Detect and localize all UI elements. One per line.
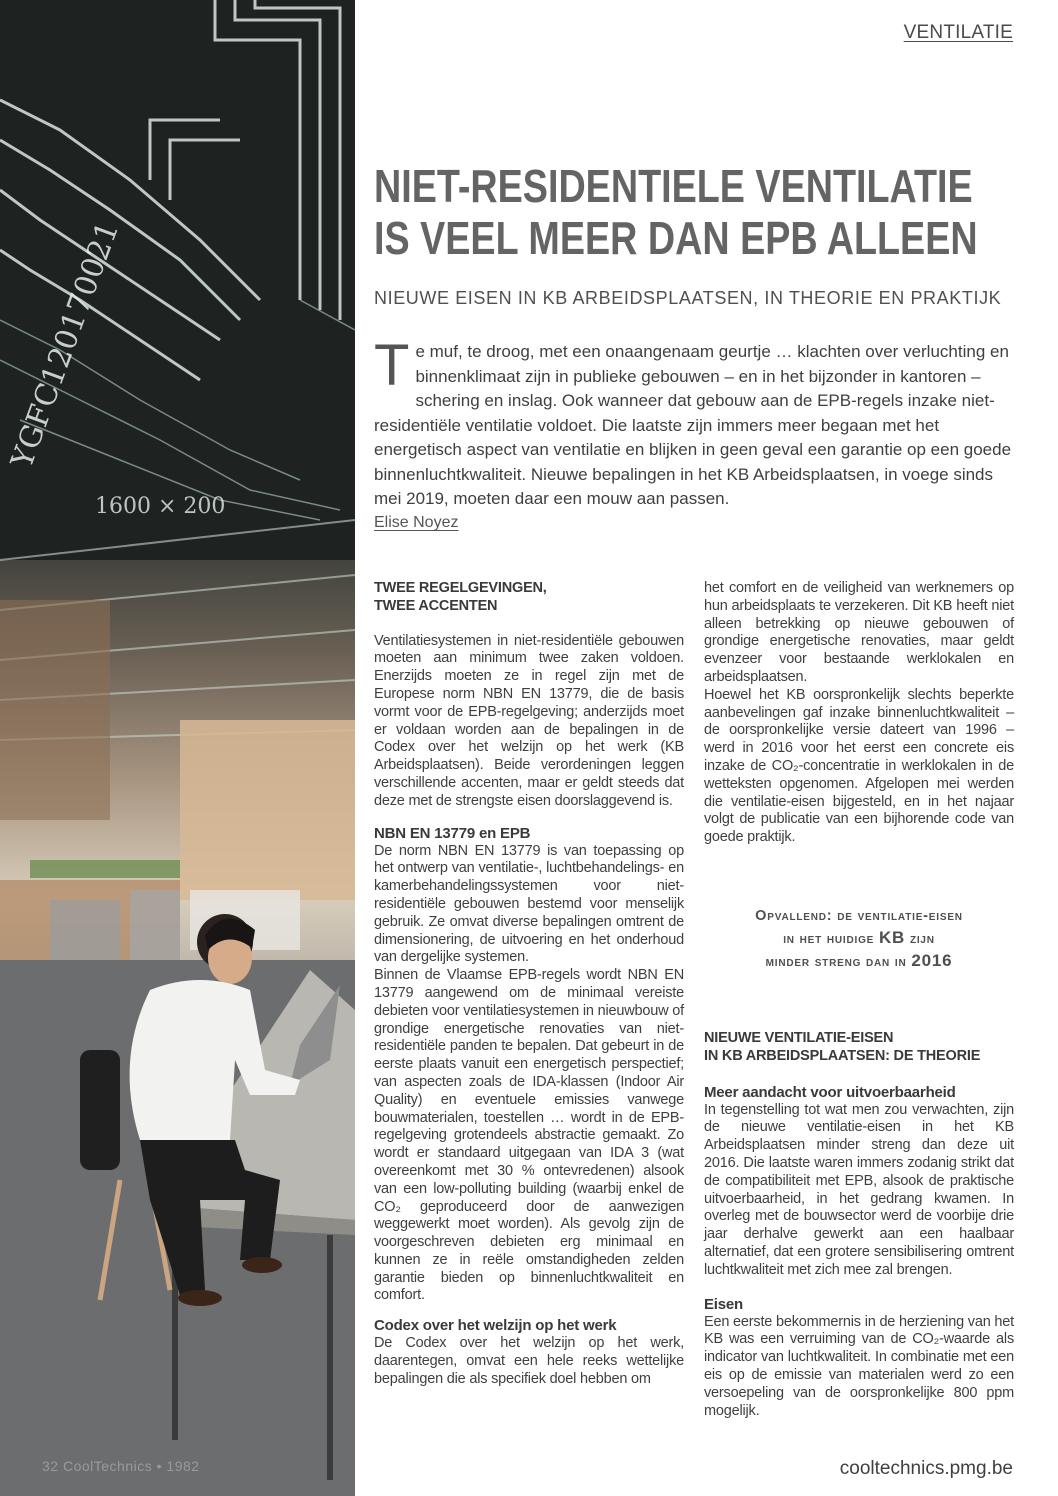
paragraph: het comfort en de veiligheid van werknemers op hun arbeidsplaats te verzekeren. Dit KB heeft niet alleen betrekking op nieuwe gebouwen of grondige energetische renovaties, maar geldt evenzeer voor bestaande werklokalen en arbeidsplaatsen. xyxy=(704,580,1014,685)
pull-quote-line-1: Opvallend: de ventilatie-eisen xyxy=(755,908,963,924)
subheading: Codex over het welzijn op het werk xyxy=(374,1317,617,1335)
pull-quote xyxy=(704,906,1014,973)
ceiling-dims-text: 1600 × 200 xyxy=(95,494,226,519)
paragraph: De Codex over het welzijn op het werk, daarentegen, omvat een hele reeks wettelijke bepalingen die als specifiek doel hebben om xyxy=(374,1335,684,1387)
section-heading-line-2: IN KB ARBEIDSPLAATSEN: DE THEORIE xyxy=(704,1047,981,1064)
paragraph: Binnen de Vlaamse EPB-regels wordt NBN EN 13779 aangewend om de minimaal vereiste debieten voor ventilatiesystemen in nieuwbouw of grondige energetische renovaties van niet-residentiële panden te bepalen. Dat gebeurt in de eerste plaats vanuit een energetisch perspectief; van aspecten zoals de IDA-klassen (Indoor Air Quality) en eventuele emissies vanwege bouwmaterialen, toestellen … wordt in de EPB-regelgeving grotendeels abstractie gemaakt. Zo wordt er standaard uitgegaan van IDA 3 (wat overeenkomt met 30 % ontevredenen) alsook van een low-polluting building (waarbij enkel de CO₂ geproduceerd door de aanwezigen weggewerkt moet worden). Als gevolg zijn de voorgeschreven debieten erg minimaal en kunnen ze in reële omstandigheden zelden garantie bieden op binnenluchtkwaliteit en comfort. xyxy=(374,967,684,1304)
pull-quote-text: zijn xyxy=(905,931,935,947)
paragraph: Een eerste bekommernis in de herziening van het KB was een verruiming van de CO₂-waarde als indicator van luchtkwaliteit. In combinatie met een eis op de emissie van materialen werd zo een versoepeling van de oorspronkelijke 800 ppm mogelijk. xyxy=(704,1313,1014,1419)
body-column-2-lower xyxy=(704,1030,1014,1420)
body-column-2 xyxy=(704,580,1014,847)
article-subtitle: NIEUWE EISEN IN KB ARBEIDSPLAATSEN, IN THEORIE EN PRAKTIJK xyxy=(374,288,1002,308)
subheading: Eisen xyxy=(704,1295,744,1313)
page-number-caption: 32 CoolTechnics • 1982 xyxy=(42,1458,200,1474)
paragraph: In tegenstelling tot wat men zou verwachten, zijn de nieuwe ventilatie-eisen in het KB Arbeidsplaatsen minder streng dan deze uit 2016. Die laatste waren immers zodanig strikt dat de compatibiliteit met EPB, alsook de praktische uitvoerbaarheid, in het gedrang kwamen. In overleg met de bouwsector werd de voorbije drie jaar derhalve gewerkt aan een haalbaar alternatief, dat een grotere sensibilisering omtrent luchtkwaliteit met zich mee zal brengen. xyxy=(704,1101,1014,1278)
section-heading-line-1: TWEE REGELGEVINGEN, xyxy=(374,580,547,596)
ceiling-code-text: YGFC120170021 xyxy=(4,217,127,473)
pull-quote-year: 2016 xyxy=(911,951,953,970)
title-line-1: NIET-RESIDENTIELE VENTILATIE xyxy=(374,160,973,212)
subheading: Meer aandacht voor uitvoerbaarheid xyxy=(704,1083,956,1101)
author-byline[interactable]: Elise Noyez xyxy=(374,514,459,531)
pull-quote-line-3 xyxy=(704,950,1014,973)
pull-quote-line-2 xyxy=(704,927,1014,950)
article-photo xyxy=(0,0,355,1496)
website-link[interactable]: cooltechnics.pmg.be xyxy=(839,1458,1013,1479)
section-heading xyxy=(704,1030,1014,1066)
subheading: NBN EN 13779 en EPB xyxy=(374,824,531,842)
section-heading xyxy=(374,580,684,616)
title-line-2: IS VEEL MEER DAN EPB ALLEEN xyxy=(374,212,978,264)
section-tag[interactable]: VENTILATIE xyxy=(903,22,1013,43)
intro-dropcap: T xyxy=(374,333,410,398)
paragraph: Ventilatiesystemen in niet-residentiële gebouwen moeten aan minimum twee zaken voldoen. Enerzijds moeten ze in regel zijn met de Europese norm NBN EN 13779, die de basis vormt voor de EPB-regelgeving; anderzijds moet er voldaan worden aan de bepalingen in de Codex over het welzijn op het werk (KB Arbeidsplaatsen). Beide verordeningen leggen verschillende accenten, maar er geldt steeds dat deze met de strengste eisen doorslaggevend is. xyxy=(374,632,684,809)
pull-quote-kb: KB xyxy=(878,928,906,947)
intro-text: e muf, te droog, met een onaangenaam geurtje … klachten over verluchting en binnenklimaat zijn in publieke gebouwen – en in het bijzonder in kantoren – schering en inslag. Ook wanneer dat gebouw aan de EPB-regels inzake niet-residentiële ventilatie voldoet. Die laatste zijn immers meer begaan met het energetisch aspect van ventilatie en blijken in geen geval een garantie op een goede binnenluchtkwaliteit. Nieuwe bepalingen in het KB Arbeidsplaatsen, in voege sinds mei 2019, moeten daar een mouw aan passen. xyxy=(374,342,1012,508)
paragraph: Hoewel het KB oorspronkelijk slechts beperkte aanbevelingen gaf inzake binnenluchtkwaliteit – de oorspronkelijke versie dateert van 1996 – werd in 2016 voor het eerst een concrete eis inzake de CO₂-concentratie in werklokalen in de wetteksten opgenomen. Afgelopen mei werden die ventilatie-eisen bijgesteld, en in het najaar volgt de publicatie van een bijhorende code van goede praktijk. xyxy=(704,686,1014,846)
article-title xyxy=(374,160,978,264)
paragraph: De norm NBN EN 13779 is van toepassing op het ontwerp van ventilatie-, luchtbehandelings- en kamerbehandelingssystemen voor niet-residentiële gebouwen bestemd voor menselijk gebruik. Ze omvat diverse bepalingen omtrent de dimensionering, de uitvoering en het onderhoud van dergelijke systemen. xyxy=(374,842,684,966)
section-heading-line-1: NIEUWE VENTILATIE-EISEN xyxy=(704,1030,894,1046)
pull-quote-text: minder streng dan in xyxy=(765,954,912,970)
section-heading-line-2: TWEE ACCENTEN xyxy=(374,597,498,614)
pull-quote-text: in het huidige xyxy=(783,931,879,947)
office-illustration xyxy=(0,0,355,1496)
article-intro xyxy=(374,333,1014,512)
body-column-1 xyxy=(374,580,684,1389)
